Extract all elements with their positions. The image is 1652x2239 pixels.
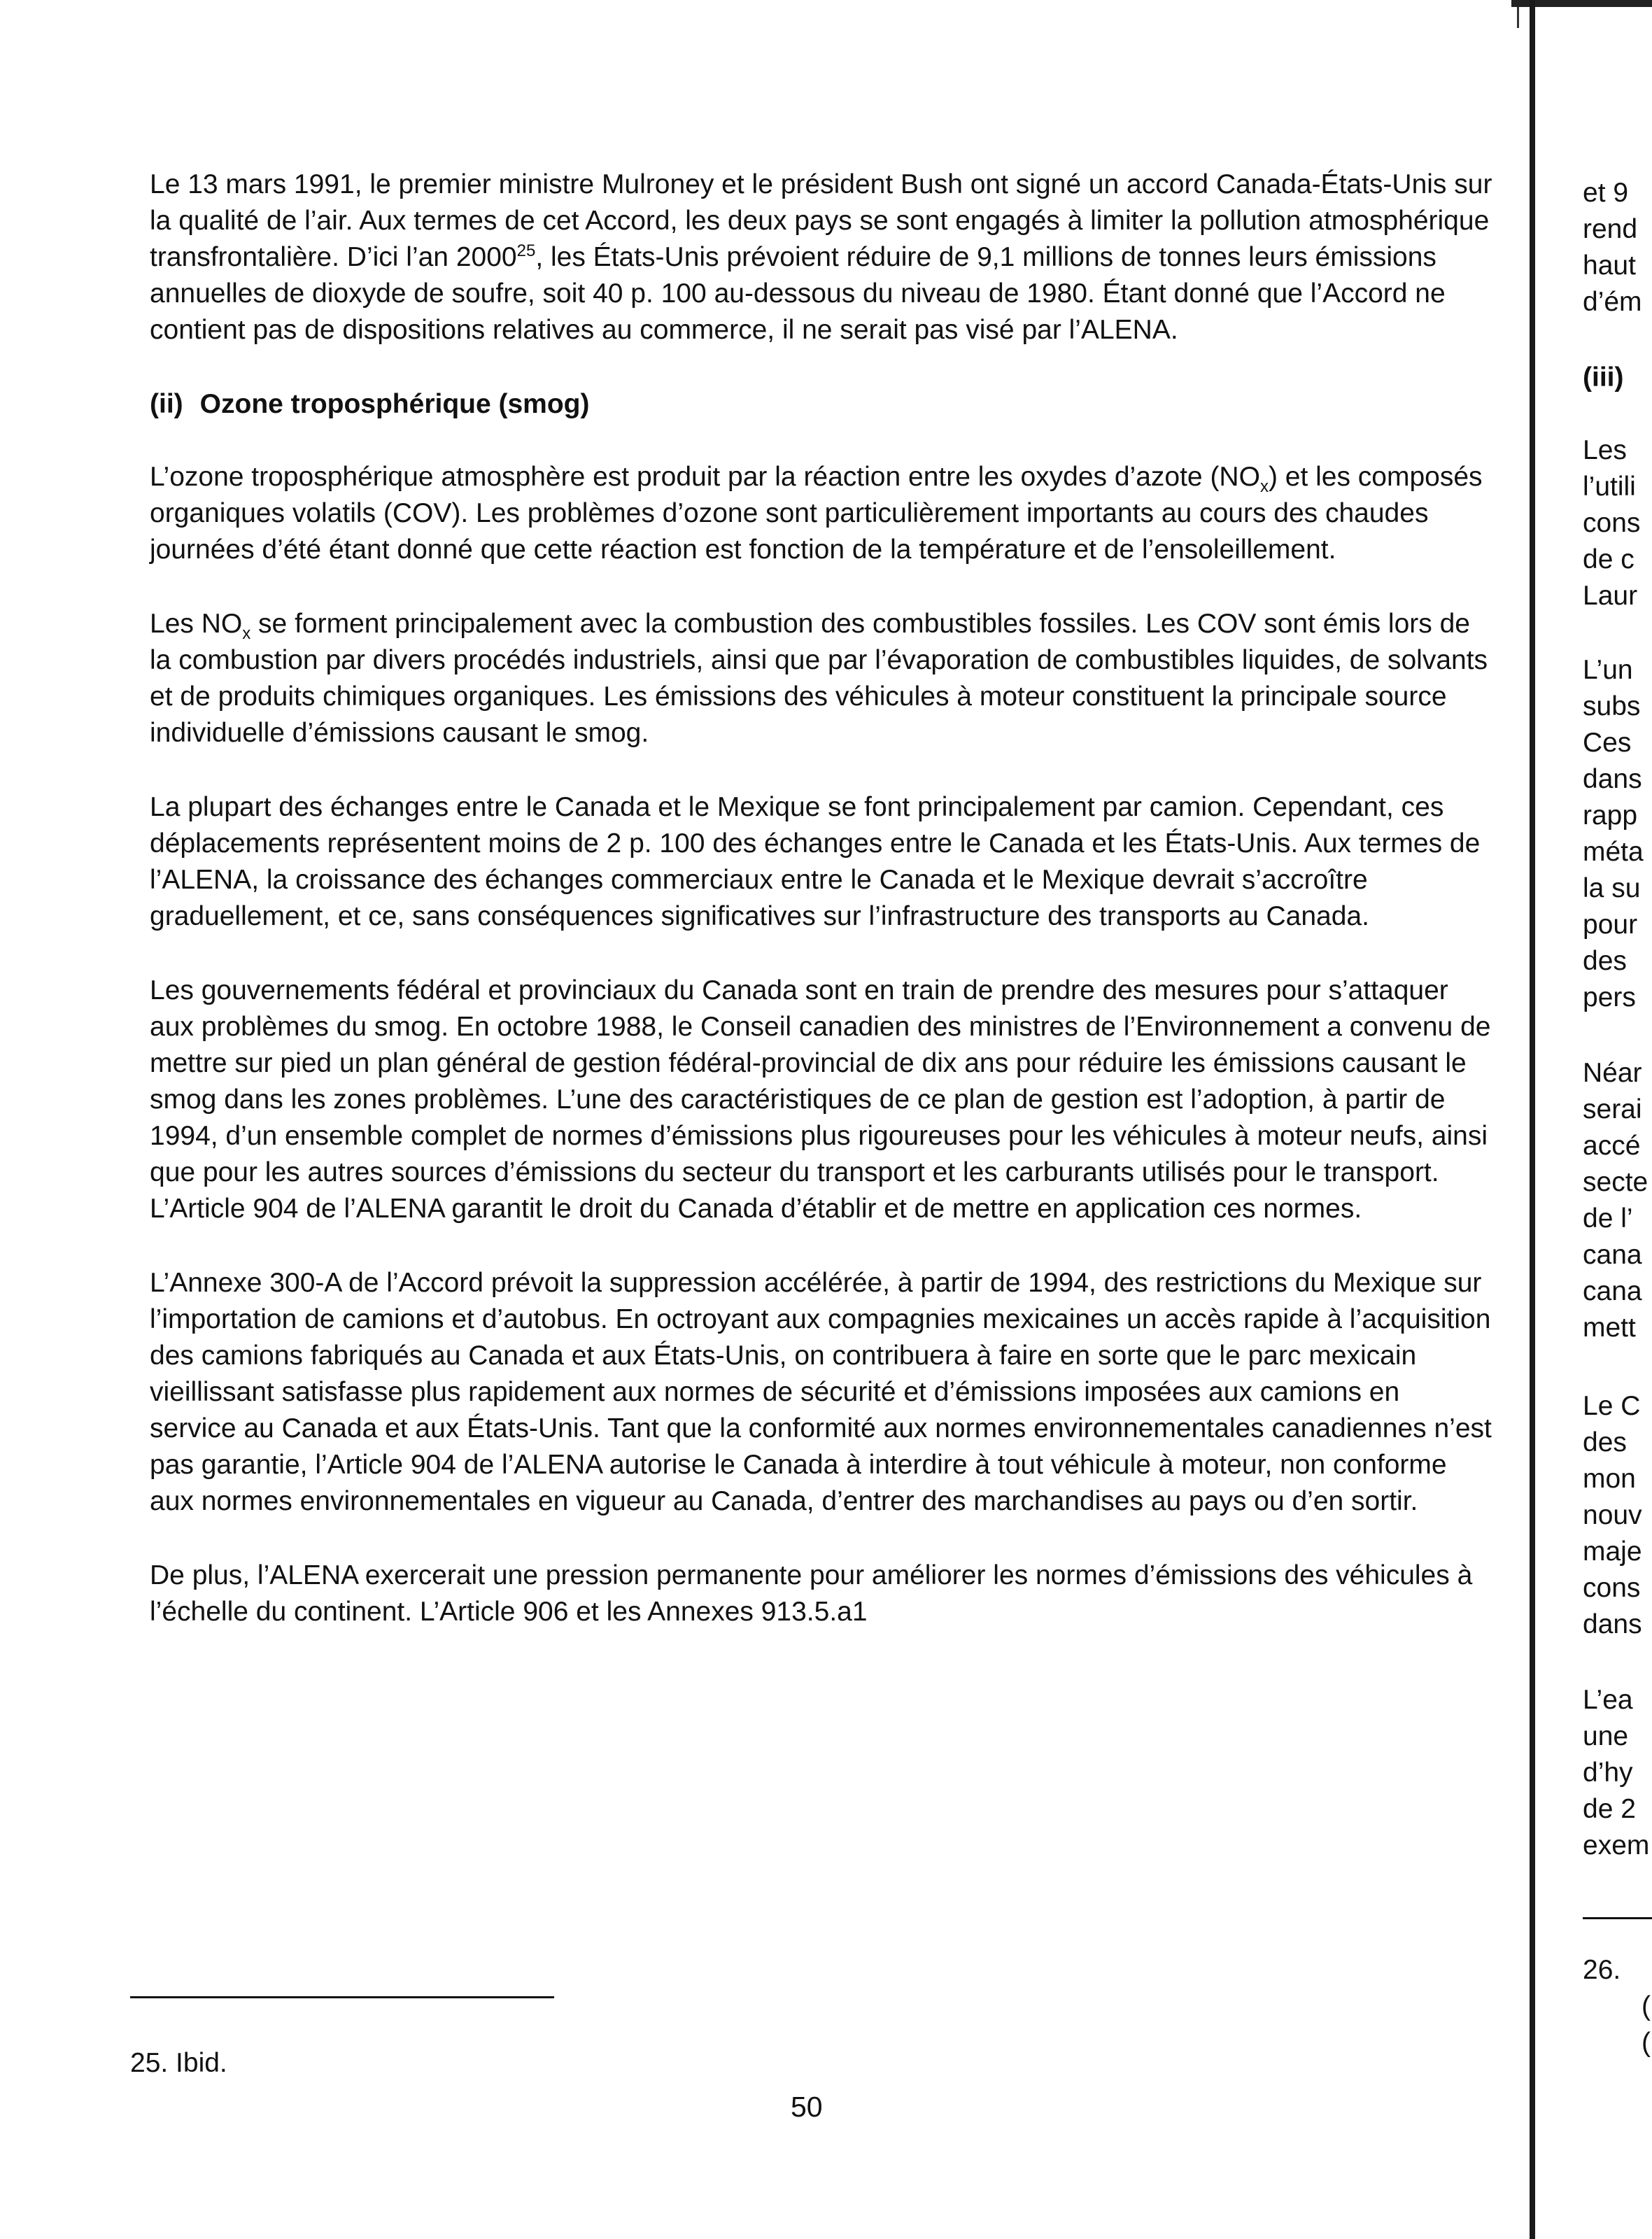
right-footnote: 26. — [1583, 1955, 1621, 1985]
section-heading-ozone — [150, 386, 1493, 423]
paragraph-text: Les NO — [150, 609, 243, 639]
right-line: de l’ — [1583, 1203, 1633, 1234]
paragraph-ozone-formation — [150, 459, 1493, 568]
right-line: Le C — [1583, 1391, 1641, 1421]
paragraph-text-cont: ) et les composés organiques volatils (COV). Les problèmes d’ozone sont particulièrement importants au cours des chaudes journées d’été étant donné que cette réaction est fonction de la température et de l’ensoleillement. — [150, 462, 1483, 565]
paragraph-text-cont: se forment principalement avec la combustion des combustibles fossiles. Les COV sont émis lors de la combustion par divers procédés industriels, ainsi que par l’évaporation de combustibles liquides, de solvants et de produits chimiques organiques. Les émissions des véhicules à moteur constituent la principale source individuelle d’émissions causant le smog. — [150, 609, 1488, 748]
right-line: Laur — [1583, 581, 1638, 611]
heading-text: Ozone troposphérique (smog) — [199, 389, 590, 419]
right-line: exem — [1583, 1830, 1650, 1860]
main-text-column — [150, 167, 1493, 1668]
gutter-mark — [1517, 7, 1519, 28]
right-line-heading: (iii) — [1583, 362, 1624, 393]
heading-number: (ii) — [150, 389, 183, 419]
right-line: d’ém — [1583, 287, 1642, 317]
right-line: serai — [1583, 1094, 1642, 1124]
right-footnote-rule — [1583, 1917, 1652, 1919]
right-footnote-cont: ( — [1642, 2028, 1651, 2058]
book-gutter — [1530, 0, 1535, 2239]
right-line: pour — [1583, 910, 1638, 940]
right-line: une — [1583, 1721, 1629, 1751]
right-line: secte — [1583, 1167, 1649, 1197]
footnote-rule — [130, 1996, 554, 1998]
right-line: subs — [1583, 691, 1641, 721]
right-line: nouv — [1583, 1500, 1642, 1530]
right-line: cana — [1583, 1276, 1642, 1306]
right-line: rapp — [1583, 800, 1638, 831]
adjacent-page-column — [1583, 0, 1652, 2239]
right-line: cons — [1583, 1573, 1641, 1603]
subscript-x: x — [242, 623, 251, 643]
right-line: accé — [1583, 1131, 1641, 1161]
right-line: rend — [1583, 214, 1638, 244]
paragraph-text-cont: , les États-Unis prévoient réduire de 9,1 millions de tonnes leurs émissions annuelles de dioxyde de soufre, soit 40 p. 100 au-dessous du niveau de 1980. Étant donné que l’Accord ne contient pas de dispositions relatives au commerce, il ne serait pas visé par l’ALENA. — [150, 242, 1446, 345]
right-line: pers — [1583, 982, 1636, 1012]
right-line: méta — [1583, 837, 1644, 867]
page-number: 50 — [791, 2091, 823, 2123]
right-line: des — [1583, 1427, 1627, 1457]
right-footnote-cont: ( — [1642, 1991, 1651, 2021]
right-line: Néar — [1583, 1058, 1642, 1088]
right-line: des — [1583, 946, 1627, 976]
right-line: haut — [1583, 250, 1636, 281]
paragraph-continental-norms: De plus, l’ALENA exercerait une pression permanente pour améliorer les normes d’émissions des véhicules à l’échelle du continent. L’Article 906 et les Annexes 913.5.a1 — [150, 1560, 1473, 1627]
right-line: de c — [1583, 544, 1635, 574]
right-line: de 2 — [1583, 1794, 1636, 1824]
paragraph-nox-sources — [150, 606, 1493, 751]
right-line: L’un — [1583, 655, 1633, 685]
subscript-x: x — [1259, 476, 1269, 496]
right-line: Ces — [1583, 728, 1632, 758]
paragraph-air-quality-accord — [150, 167, 1493, 348]
right-line: dans — [1583, 1609, 1642, 1639]
right-line: Les — [1583, 435, 1627, 465]
right-line: la su — [1583, 873, 1641, 903]
right-line: mett — [1583, 1313, 1636, 1343]
paragraph-text: L’ozone troposphérique atmosphère est produit par la réaction entre les oxydes d’azote (NO — [150, 462, 1260, 492]
right-line: l’utili — [1583, 472, 1636, 502]
footnote-ref-25: 25 — [516, 241, 536, 260]
right-line: dans — [1583, 764, 1642, 794]
paragraph-text: Le 13 mars 1991, le premier ministre Mulroney et le président Bush ont signé un accord Canada-États-Unis sur la qualité de l’air. Aux termes de cet Accord, les deux pays se sont engagés à limiter la pollution atmosphérique transfrontalière. D’ici l’an 2000 — [150, 169, 1492, 272]
right-line: L’ea — [1583, 1685, 1633, 1715]
footnote-25: 25. Ibid. — [130, 2048, 227, 2078]
paragraph-trade-by-truck: La plupart des échanges entre le Canada et le Mexique se font principalement par camion. Cependant, ces déplacements représentent moins de 2 p. 100 des échanges entre le Canada et les États-Unis. Aux termes de l’ALENA, la croissance des échanges commerciaux entre le Canada et le Mexique devrait s’accroître graduellement, et ce, sans conséquences significatives sur l’infrastructure des transports au Canada. — [150, 792, 1481, 931]
paragraph-annex-300a: L’Annexe 300-A de l’Accord prévoit la suppression accélérée, à partir de 1994, des restrictions du Mexique sur l’importation de camions et d’autobus. En octroyant aux compagnies mexicaines un accès rapide à l’acquisition des camions fabriqués au Canada et aux États-Unis, on contribuera à faire en sorte que le parc mexicain vieillissant satisfasse plus rapidement aux normes de sécurité et d’émissions imposées aux camions en service au Canada et aux États-Unis. Tant que la conformité aux normes environnementales canadiennes n’est pas garantie, l’Article 904 de l’ALENA autorise le Canada à interdire à tout véhicule à moteur, non conforme aux normes environnementales en vigueur au Canada, d’entrer des marchandises au pays ou d’en sortir. — [150, 1268, 1492, 1516]
right-line: cons — [1583, 508, 1641, 538]
right-line: maje — [1583, 1537, 1642, 1567]
right-line: d’hy — [1583, 1758, 1633, 1788]
paragraph-government-measures: Les gouvernements fédéral et provinciaux du Canada sont en train de prendre des mesures pour s’attaquer aux problèmes du smog. En octobre 1988, le Conseil canadien des ministres de l’Environnement a convenu de mettre sur pied un plan général de gestion fédéral-provincial de dix ans pour réduire les émissions causant le smog dans les zones problèmes. L’une des caractéristiques de ce plan de gestion est l’adoption, à partir de 1994, d’un ensemble complet de normes d’émissions plus rigoureuses pour les véhicules à moteur neufs, ainsi que pour les autres sources d’émissions du secteur du transport et les carburants utilisés pour le transport. L’Article 904 de l’ALENA garantit le droit du Canada d’établir et de mettre en application ces normes. — [150, 975, 1491, 1224]
right-line: et 9 — [1583, 178, 1629, 208]
right-line: mon — [1583, 1464, 1636, 1494]
right-line: cana — [1583, 1240, 1642, 1270]
